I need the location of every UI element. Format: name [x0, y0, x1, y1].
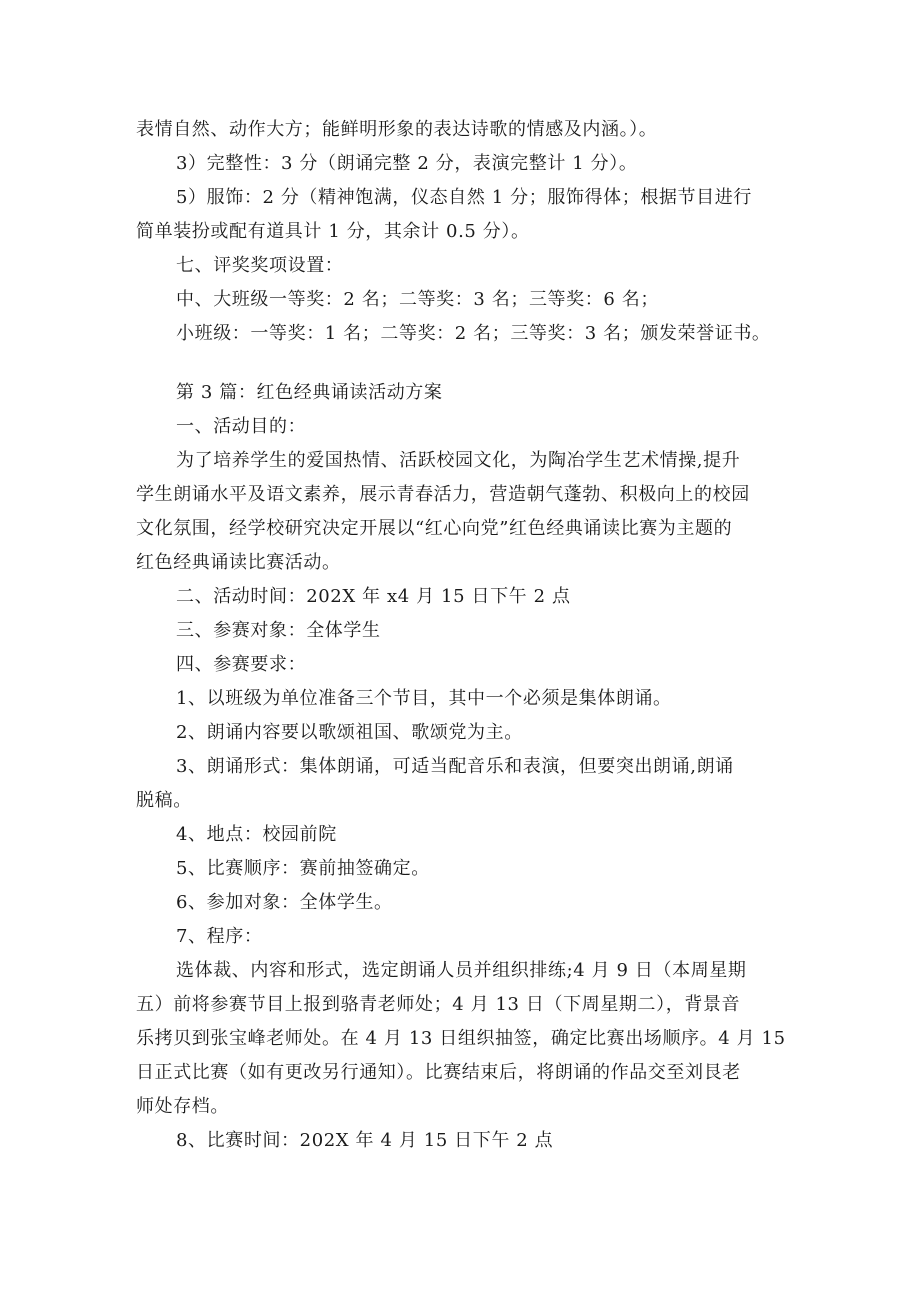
requirement-6: 6、参加对象：全体学生。 [176, 892, 393, 913]
procedure-line3: 乐拷贝到张宝峰老师处。在 4 月 13 日组织抽签，确定比赛出场顺序。4 月 15 [136, 1028, 786, 1049]
judging-criteria-continuation: 表情自然、动作大方；能鲜明形象的表达诗歌的情感及内涵。）。 [136, 119, 658, 140]
participants: 三、参赛对象：全体学生 [176, 620, 381, 641]
criterion-completeness: 3）完整性：3 分（朗诵完整 2 分，表演完整计 1 分）。 [176, 153, 638, 174]
requirement-5: 5、比赛顺序：赛前抽签确定。 [176, 858, 430, 879]
criterion-costume-line2: 简单装扮或配有道具计 1 分，其余计 0.5 分）。 [136, 221, 530, 242]
requirement-7: 7、程序： [176, 926, 263, 947]
award-setting-heading: 七、评奖奖项设置： [176, 255, 344, 276]
requirement-8: 8、比赛时间：202X 年 4 月 15 日下午 2 点 [176, 1130, 554, 1151]
purpose-paragraph-line4: 红色经典诵读比赛活动。 [136, 552, 341, 573]
purpose-paragraph-line2: 学生朗诵水平及语文素养，展示青春活力，营造朝气蓬勃、积极向上的校园 [136, 484, 750, 505]
requirement-1: 1、以班级为单位准备三个节目，其中一个必须是集体朗诵。 [176, 688, 672, 709]
procedure-line1: 选体裁、内容和形式，选定朗诵人员并组织排练;4 月 9 日（本周星期 [176, 960, 747, 981]
procedure-line2: 五）前将参赛节目上报到骆青老师处；4 月 13 日（下周星期二），背景音 [136, 994, 741, 1015]
purpose-paragraph-line1: 为了培养学生的爱国热情、活跃校园文化，为陶冶学生艺术情操,提升 [176, 450, 741, 471]
procedure-line4: 日正式比赛（如有更改另行通知）。比赛结束后，将朗诵的作品交至刘艮老 [136, 1062, 741, 1083]
purpose-heading: 一、活动目的： [176, 416, 307, 437]
procedure-line5: 师处存档。 [136, 1096, 229, 1117]
requirement-3-line1: 3、朗诵形式：集体朗诵，可适当配音乐和表演，但要突出朗诵,朗诵 [176, 756, 734, 777]
document-page [136, 113, 800, 1158]
award-small-classes: 小班级：一等奖：1 名；二等奖：2 名；三等奖：3 名；颁发荣誉证书。 [176, 323, 771, 344]
requirements-heading: 四、参赛要求： [176, 654, 307, 675]
section-title: 第 3 篇：红色经典诵读活动方案 [176, 382, 443, 403]
activity-time: 二、活动时间：202X 年 x4 月 15 日下午 2 点 [176, 586, 571, 607]
requirement-4: 4、地点：校园前院 [176, 824, 337, 845]
purpose-paragraph-line3: 文化氛围，经学校研究决定开展以“红心向党”红色经典诵读比赛为主题的 [136, 518, 733, 539]
requirement-3-line2: 脱稿。 [136, 790, 192, 811]
requirement-2: 2、朗诵内容要以歌颂祖国、歌颂党为主。 [176, 722, 523, 743]
criterion-costume-line1: 5）服饰：2 分（精神饱满，仪态自然 1 分；服饰得体；根据节目进行 [176, 187, 752, 208]
award-middle-large-classes: 中、大班级一等奖：2 名；二等奖：3 名；三等奖：6 名； [176, 289, 659, 310]
